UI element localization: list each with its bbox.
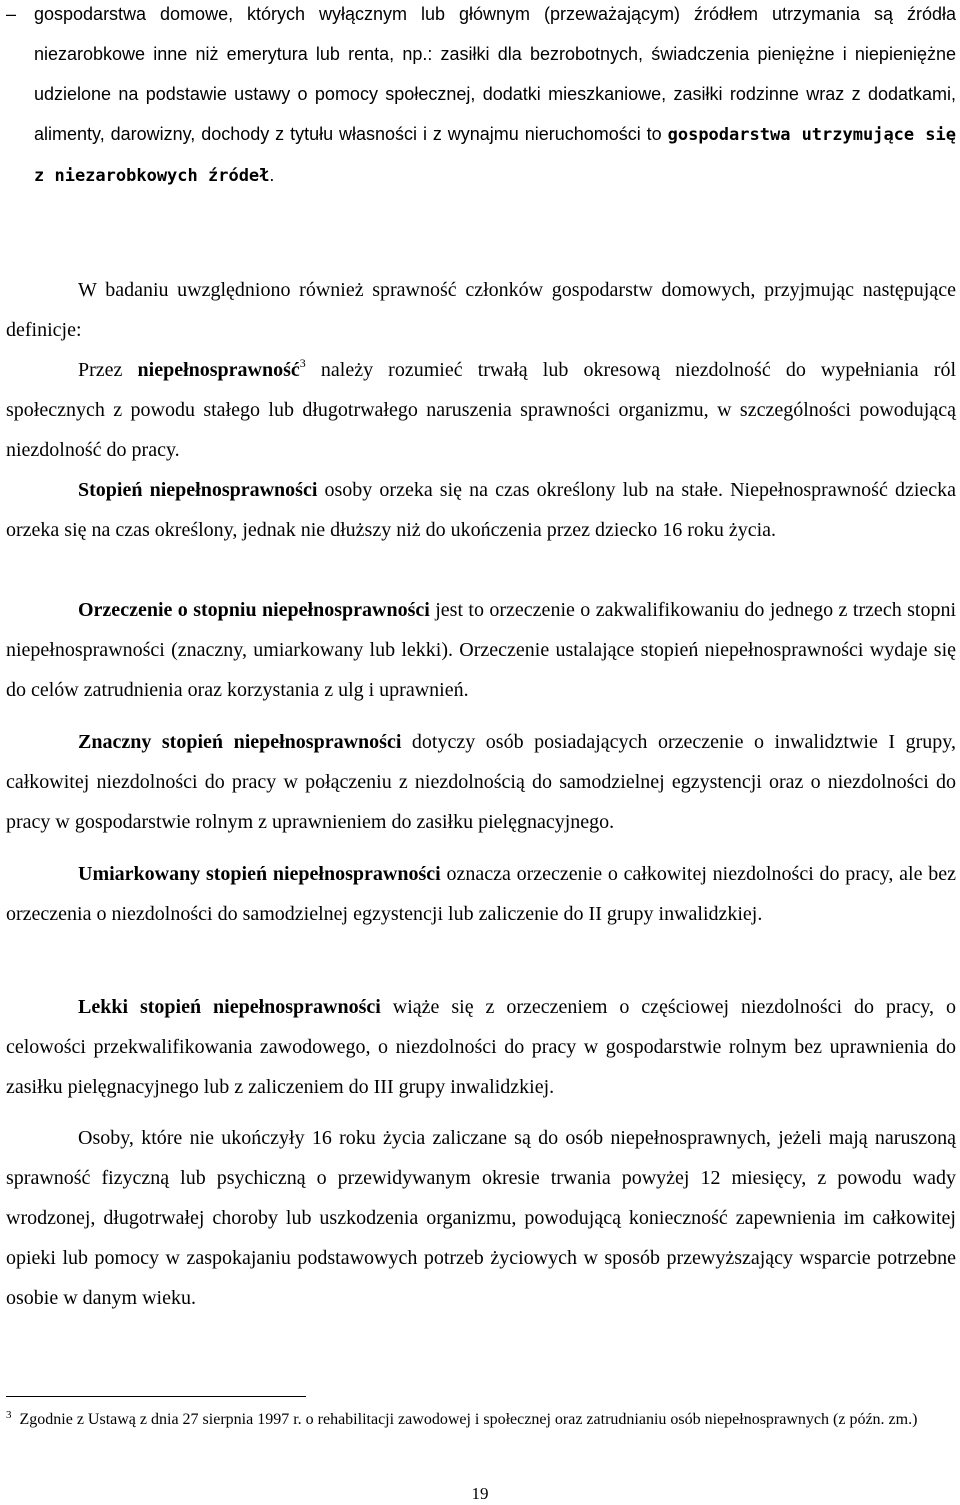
footnote-reference: 3 <box>299 356 306 370</box>
definition-mild-text: wiąże się z orzeczeniem o częściowej niezdolności do pracy, o celowości przekwalifikowania zawodowego, o niezdolności do pracy w gospodarstwie rolnym bez uprawnienia do zasiłku pielęgnacyjnego lub z zaliczeniem do III grupy inwalidzkiej. <box>6 996 956 1098</box>
definition-mild <box>6 987 956 1107</box>
bullet-text <box>34 0 956 196</box>
definition-significant <box>6 722 956 842</box>
definition-degree-term: Stopień niepełnosprawności <box>78 479 318 501</box>
definition-significant-text: dotyczy osób posiadających orzeczenie o inwalidztwie I grupy, całkowitej niezdolności do pracy w połączeniu z niezdolnością do samodzielnej egzystencji oraz o niezdolności do pracy w gospodarstwie rolnym z uprawnieniem do zasiłku pielęgnacyjnego. <box>6 731 956 833</box>
intro-paragraph <box>6 270 956 350</box>
definition-moderate <box>6 854 956 934</box>
footnote-text: Zgodnie z Ustawą z dnia 27 sierpnia 1997 r. o rehabilitacji zawodowej i społecznej oraz zatrudnianiu osób niepełnosprawnych (z późn. zm.) <box>19 1411 918 1428</box>
bullet-dash: – <box>6 4 17 24</box>
definition-mild-term: Lekki stopień niepełnosprawności <box>78 996 381 1018</box>
definition-moderate-text: oznacza orzeczenie o całkowitej niezdolności do pracy, ale bez orzeczenia o niezdolności do samodzielnej egzystencji lub zaliczenie do II grupy inwalidzkiej. <box>6 863 956 925</box>
definition-children <box>6 1118 956 1318</box>
definition-degree <box>6 470 956 550</box>
footnote-separator <box>6 1396 306 1397</box>
definition-disability-lead: Przez <box>78 359 138 381</box>
definition-disability <box>6 350 956 470</box>
definition-degree-text: osoby orzeka się na czas określony lub na stałe. Niepełnosprawność dziecka orzeka się na czas określony, jednak nie dłuższy niż do ukończenia przez dziecko 16 roku życia. <box>6 479 957 541</box>
definition-disability-term: niepełnosprawność <box>137 359 300 381</box>
definition-disability-text: należy rozumieć trwałą lub okresową niezdolność do wypełniania ról społecznych z powodu stałego lub długotrwałego naruszenia sprawności organizmu, w szczególności powodującą niezdolność do pracy. <box>6 359 956 461</box>
definition-moderate-term: Umiarkowany stopień niepełnosprawności <box>78 863 441 885</box>
definition-ruling-text: jest to orzeczenie o zakwalifikowaniu do jednego z trzech stopni niepełnosprawności (znaczny, umiarkowany lub lekki). Orzeczenie ustalające stopień niepełnosprawności wydaje się do celów zatrudnienia oraz korzystania z ulg i uprawnień. <box>6 599 957 701</box>
definition-significant-term: Znaczny stopień niepełnosprawności <box>78 731 402 753</box>
bullet-text-1: gospodarstwa domowe, których wyłącznym lub głównym (przeważającym) źródłem utrzymania są źródła niezarobkowe inne niż emerytura lub renta, np.: zasiłki dla bezrobotnych, świadczenia pieniężne i niepieniężne udzielone na podstawie ustawy o pomocy społecznej, dodatki mieszkaniowe, zasiłki rodzinne wraz z dodatkami, alimenty, darowizny, dochody z tytułu własności i z wynajmu nieruchomości to <box>34 4 956 144</box>
definition-children-text: Osoby, które nie ukończyły 16 roku życia zaliczane są do osób niepełnosprawnych, jeżeli mają naruszoną sprawność fizyczną lub psychiczną o przewidywanym okresie trwania powyżej 12 miesięcy, z powodu wady wrodzonej, długotrwałej choroby lub uszkodzenia organizmu, powodującą konieczność zapewnienia im całkowitej opieki lub pomocy w zaspokajaniu podstawowych potrzeb życiowych w sposób przewyższający wsparcie potrzebne osobie w danym wieku. <box>6 1127 956 1309</box>
bullet-bold-term: gospodarstwa utrzymujące się z niezarobkowych źródeł <box>34 125 957 186</box>
bullet-text-2: . <box>269 165 275 185</box>
bullet-item <box>0 0 960 234</box>
definition-ruling-term: Orzeczenie o stopniu niepełnosprawności <box>78 599 430 621</box>
footnote <box>6 1408 956 1432</box>
page-number: 19 <box>471 1484 489 1503</box>
footnote-mark: 3 <box>6 1409 12 1421</box>
definition-ruling <box>6 590 956 710</box>
intro-text: W badaniu uwzględniono również sprawność członków gospodarstw domowych, przyjmując następujące definicje: <box>6 279 956 341</box>
